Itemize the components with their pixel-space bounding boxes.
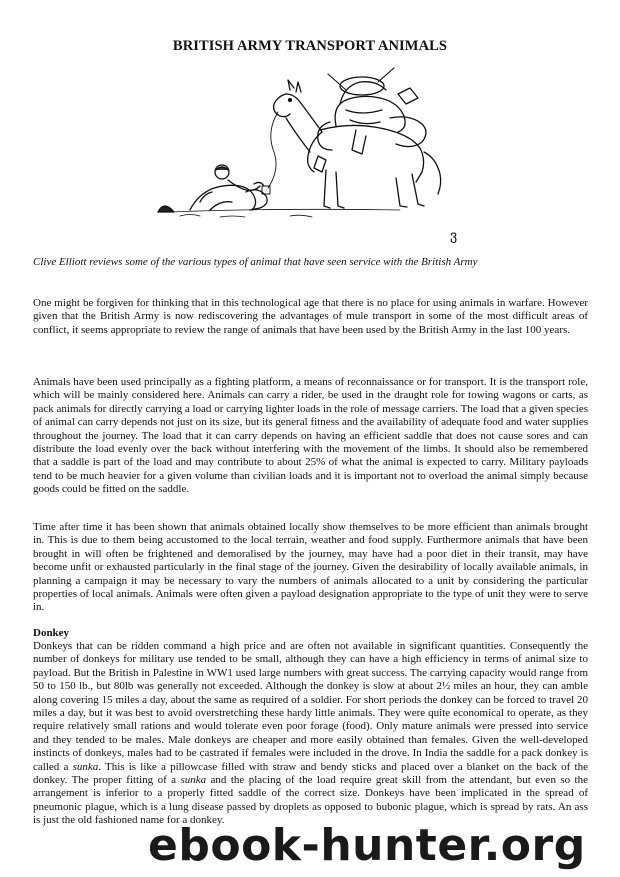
- paragraph-local-animals: Time after time it has been shown that animals obtained locally show themselves to be more efficient than animals brought in. This is due to them being accustomed to the local terrain, weather and food supply. Furthermore animals that have been brought in will often be frightened and demoralised by the journey, may have had a poor diet in their transit, may have become unfit or exhausted particularly in the final stage of the journey. Given the desirability of locally available animals, in planning a campaign it may be necessary to vary the numbers of animals allocated to a unit by considering the particular properties of local animals. Animals were often given a payload designation appropriate to the type of unit they were to serve in.: [33, 521, 588, 614]
- donkey-text-a: Donkeys that can be ridden command a high price and are often not available in significant quantities. Consequently the number of donkeys for military use tended to be small, although they can have a high efficiency in terms of animal size to payload. But the British in Palestine in WW1 used large numbers with great success. The carrying capacity would range from 50 to 150 lb., but 80lb was generally not exceeded. Although the donkey is slow at about 2½ miles an hour, they can amble along covering 15 miles a day, about the same as required of a soldier. For short periods the donkey can be forced to travel 20 miles a day, but it was best to avoid overstretching these hardy little animals. They were quite economical to operate, as they require relatively small rations and would tolerate even poor forage (food). Only mature animals were pressed into service and they tended to be males. Male donkeys are cheaper and more easily obtained than females. Given the well-developed instincts of donkeys, males had to be castrated if females were included in the drove. In India the saddle for a pack donkey is called a: [33, 640, 588, 773]
- watermark: ebook-hunter.org: [148, 820, 586, 871]
- paragraph-roles: Animals have been used principally as a fighting platform, a means of reconnaissance or for transport. It is the transport role, which will be mainly considered here. Animals can carry a rider, be used in the draught role for towing wagons or carts, as pack animals for directly carrying a load or carrying lighter loads in the role of message carriers. The load that a given species of animal can carry depends not just on its size, but its general fitness and the availability of adequate food and water supplies throughout the journey. The load that it can carry depends on having an efficient saddle that does not cause sores and can distribute the load evenly over the back without interfering with the movement of the limbs. It should also be remembered that a saddle is part of the load and may contribute to about 25% of what the animal is expected to carry. Military payloads tend to be much heavier for a given volume than civilian loads and it is important not to overload the animal simply because goods could be fitted on the saddle.: [33, 376, 588, 496]
- paragraph-donkey: [33, 640, 588, 828]
- section-heading-donkey: Donkey: [33, 627, 70, 639]
- article-title: BRITISH ARMY TRANSPORT ANIMALS: [172, 38, 448, 54]
- article-caption: Clive Elliott reviews some of the various types of animal that have seen service with the British Army: [33, 256, 478, 268]
- donkey-text-c: and the placing of the load require great skill from the attendant, but even so the arrangement is inferior to a properly fitted saddle of the correct size. Donkeys have been implicated in the spread of pneumonic plague, which is a lung disease passed by droplets as opposed to bubonic plague, which is spread by rats. An ass is just the old fashioned name for a donkey.: [33, 774, 588, 827]
- term-sunka: sunka: [72, 760, 99, 773]
- term-sunka-2: sunka: [180, 774, 207, 787]
- illustration-pack-mule: [150, 60, 480, 250]
- donkey-text-b: . This is like a pillowcase filled with straw and bendy sticks and placed over a blanket on the back of the donkey. The proper fitting of a: [33, 760, 588, 787]
- illustrator-signature: ვ: [450, 228, 458, 244]
- paragraph-intro: One might be forgiven for thinking that in this technological age that there is no place for using animals in warfare. However given that the British Army is now rediscovering the advantages of mule transport in some of the most difficult areas of conflict, it seems appropriate to review the range of animals that have been used by the British Army in the last 100 years.: [33, 297, 588, 336]
